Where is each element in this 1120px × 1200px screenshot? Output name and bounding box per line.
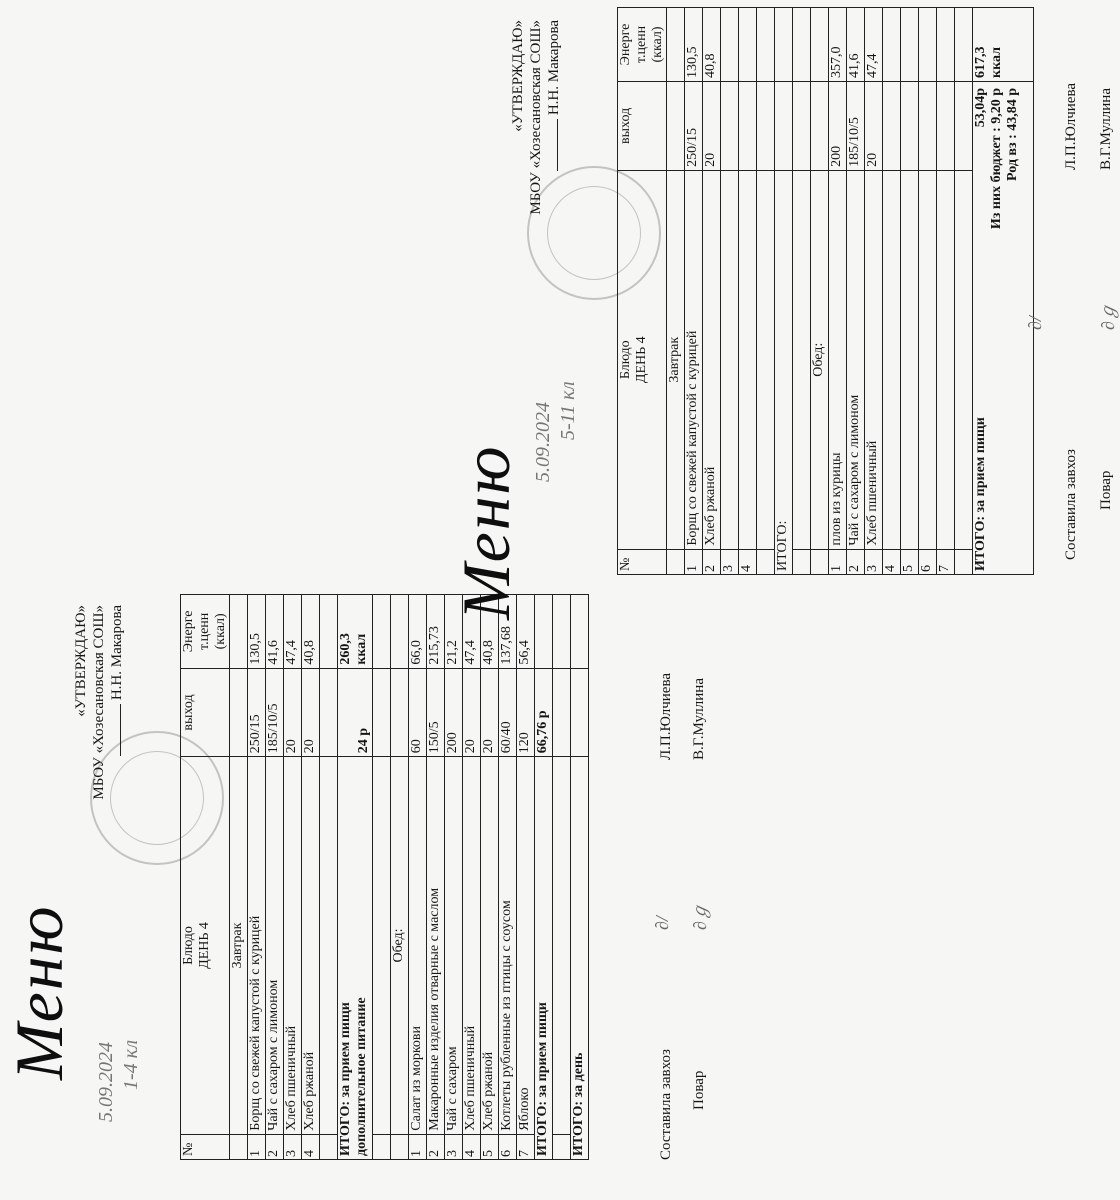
lunch-total-label: ИТОГО: за прием пищи [535,757,553,1160]
row-output [937,81,955,170]
row-kcal: 130,5 [685,8,703,82]
footer-storekeeper-label: Составила завхоз [658,1049,674,1160]
row-num: 2 [847,549,865,574]
breakfast-total-label: ИТОГО: [775,170,793,574]
row-output: 150/5 [427,668,445,757]
section-breakfast [230,595,248,1160]
row-dish [883,170,901,549]
col-energy-1: Энерге [618,23,633,66]
approval-header: «УТВЕРЖДАЮ» [510,20,526,132]
row-dish [937,170,955,549]
menu-sheet-secondary [437,0,1118,1200]
row-output: 200 [445,668,463,757]
row-num: 2 [427,1134,445,1159]
section-breakfast [667,8,685,575]
row-num: 4 [463,1134,481,1159]
footer-storekeeper-label: Составила завхоз [1063,449,1079,560]
table-row [248,595,266,1160]
handwritten-class: 5-11 кл [557,381,579,440]
row-dish: Чай с сахаром с лимоном [266,757,284,1134]
row-num: 4 [302,1134,320,1159]
row-output [883,81,901,170]
lunch-total-row [973,8,1034,575]
row-dish: Хлеб пшеничный [284,757,302,1134]
row-kcal [739,8,757,82]
menu-table [617,7,1034,575]
approval-header: «УТВЕРЖДАЮ» [73,605,89,717]
col-num: № [618,549,667,574]
col-dish [181,757,230,1134]
table-row [829,8,847,575]
footer-storekeeper-name: Л.П.Юлчиева [1063,83,1079,170]
total-kcal-unit: ккал [989,47,1004,78]
lunch-label: Обед: [391,757,409,1134]
table-row [883,8,901,575]
breakfast-total-kcal [338,595,373,669]
row-num: 4 [739,549,757,574]
total-label-line1: ИТОГО: за прием пищи [338,1002,353,1156]
row-output: 20 [284,668,302,757]
signature-scribble: ∂ℊ [1098,303,1118,330]
row-dish [901,170,919,549]
table-row [703,8,721,575]
breakfast-total-row [775,8,793,575]
row-output: 60/40 [499,668,517,757]
footer-cook-label: Повар [691,1070,707,1110]
row-kcal [901,8,919,82]
row-dish: Хлеб пшеничный [865,170,883,549]
row-num: 3 [721,549,739,574]
table-row [919,8,937,575]
table-row [865,8,883,575]
handwritten-date: 5.09.2024 [95,1042,117,1122]
table-row [409,595,427,1160]
table-row [757,8,775,575]
row-num: 2 [703,549,721,574]
menu-title: Меню [1,904,77,1080]
row-kcal: 215,73 [427,595,445,669]
row-kcal [937,8,955,82]
row-output [919,81,937,170]
row-output: 250/15 [685,81,703,170]
table-row [302,595,320,1160]
row-output: 60 [409,668,427,757]
col-energy-2: т.ценн [197,612,212,650]
row-kcal [919,8,937,82]
total-kcal-value: 617,3 [973,46,988,78]
handwritten-date: 5.09.2024 [532,402,554,482]
section-lunch [391,595,409,1160]
row-output: 20 [865,81,883,170]
lunch-total-price-block [973,88,1021,229]
row-dish: Борщ со свежей капустой с курицей [248,757,266,1134]
table-row [266,595,284,1160]
approval-org: МБОУ «Хозесановская СОШ» [91,605,107,800]
row-dish: Хлеб ржаной [481,757,499,1134]
row-kcal: 40,8 [481,595,499,669]
row-output: 250/15 [248,668,266,757]
table-row [955,8,973,575]
table-row [739,8,757,575]
col-day-label: ДЕНЬ 4 [634,336,649,384]
row-num: 3 [865,549,883,574]
row-output: 120 [517,668,535,757]
table-row [320,595,338,1160]
row-kcal: 41,6 [847,8,865,82]
table-row [685,8,703,575]
row-dish: плов из курицы [829,170,847,549]
row-output: 20 [302,668,320,757]
row-output: 185/10/5 [266,668,284,757]
col-energy-2: т.ценн [634,25,649,64]
row-dish [919,170,937,549]
col-energy-3: (ккал) [213,613,228,650]
row-kcal [721,8,739,82]
lunch-total-price: 53,04р [973,87,988,128]
lunch-label: Обед: [811,170,829,549]
menu-title: Меню [448,444,524,620]
row-output: 20 [481,668,499,757]
row-dish: Котлеты рубленные из птицы с соусом [499,757,517,1134]
row-output [739,81,757,170]
col-energy-3: (ккал) [650,26,665,63]
lunch-total-price: 66,76 р [535,668,553,757]
signature-scribble: ∂/ [652,916,672,930]
row-num: 6 [499,1134,517,1159]
col-energy-1: Энерге [181,610,196,653]
col-output: выход [618,81,667,170]
row-num: 1 [829,549,847,574]
col-energy [181,595,230,669]
row-num: 4 [883,549,901,574]
row-output [901,81,919,170]
row-dish: Хлеб ржаной [302,757,320,1134]
table-header-row [181,595,230,1160]
row-dish: Салат из моркови [409,757,427,1134]
row-kcal: 137,68 [499,595,517,669]
table-row [373,595,391,1160]
row-dish: Борщ со свежей капустой с курицей [685,170,703,549]
row-dish: Яблоко [517,757,535,1134]
signature-line [557,119,558,171]
row-kcal: 130,5 [248,595,266,669]
row-output: 20 [463,668,481,757]
breakfast-total-price: 24 р [338,668,373,757]
row-num: 5 [481,1134,499,1159]
row-dish: Макаронные изделия отварные с маслом [427,757,445,1134]
row-num: 5 [901,549,919,574]
row-num: 3 [445,1134,463,1159]
row-kcal: 41,6 [266,595,284,669]
row-output: 200 [829,81,847,170]
row-num: 1 [409,1134,427,1159]
row-kcal [883,8,901,82]
total-kcal-value: 260,3 [338,633,353,665]
footer-cook-name: В.Г.Муллина [1098,88,1114,170]
col-num: № [181,1134,230,1159]
approval-org: МБОУ «Хозесановская СОШ» [528,20,544,215]
row-num: 3 [284,1134,302,1159]
col-dish-label: Блюдо [181,926,196,965]
lunch-total-budget: Из них бюджет : 9,20 р [989,87,1004,230]
row-dish: Чай с сахаром с лимоном [847,170,865,549]
breakfast-total-row [338,595,373,1160]
row-dish: Хлеб ржаной [703,170,721,549]
lunch-total-label: ИТОГО: за прием пищи [973,417,988,571]
lunch-total-parents: Род вз : 43,84 р [1005,87,1020,181]
row-num: 7 [517,1134,535,1159]
row-dish: Хлеб пшеничный [463,757,481,1134]
handwritten-class: 1-4 кл [120,1039,142,1090]
section-lunch [811,8,829,575]
table-row [721,8,739,575]
breakfast-label: Завтрак [230,757,248,1134]
footer-storekeeper-name: Л.П.Юлчиева [658,673,674,760]
row-kcal: 357,0 [829,8,847,82]
row-kcal: 47,4 [284,595,302,669]
row-kcal: 56,4 [517,595,535,669]
approval-director: Н.Н. Макарова [546,20,562,116]
row-dish: Чай с сахаром [445,757,463,1134]
row-output [721,81,739,170]
row-num: 7 [937,549,955,574]
table-row [284,595,302,1160]
row-dish [739,170,757,549]
breakfast-label: Завтрак [667,170,685,549]
table-row [847,8,865,575]
approval-director: Н.Н. Макарова [109,605,125,701]
col-day-label: ДЕНЬ 4 [197,922,212,969]
lunch-total-kcal [973,8,1034,82]
total-kcal-unit: ккал [354,633,369,665]
approval-block [72,605,126,900]
signature-scribble: ∂/ [1025,316,1045,330]
signature-scribble: ∂ℊ [690,903,710,930]
row-output: 20 [703,81,721,170]
col-energy [618,8,667,82]
row-dish [721,170,739,549]
row-num: 2 [266,1134,284,1159]
row-kcal: 47,4 [865,8,883,82]
footer-cook-name: В.Г.Муллина [691,678,707,760]
col-output: выход [181,668,230,757]
row-kcal: 40,8 [703,8,721,82]
row-kcal: 21,2 [445,595,463,669]
row-num: 1 [685,549,703,574]
col-dish-label: Блюдо [618,340,633,380]
row-output: 185/10/5 [847,81,865,170]
approval-block [509,20,563,315]
breakfast-total-label [338,757,373,1160]
row-num: 1 [248,1134,266,1159]
table-row [793,8,811,575]
footer-cook-label: Повар [1098,470,1114,510]
col-dish [618,170,667,549]
row-kcal: 40,8 [302,595,320,669]
table-row [937,8,955,575]
table-header-row [618,8,667,575]
signature-line [120,704,121,756]
table-row [901,8,919,575]
row-kcal: 47,4 [463,595,481,669]
row-kcal: 66,0 [409,595,427,669]
total-label-line2: дополнительное питание [354,997,369,1156]
day-total-label: ИТОГО: за день [571,757,589,1160]
row-num: 6 [919,549,937,574]
